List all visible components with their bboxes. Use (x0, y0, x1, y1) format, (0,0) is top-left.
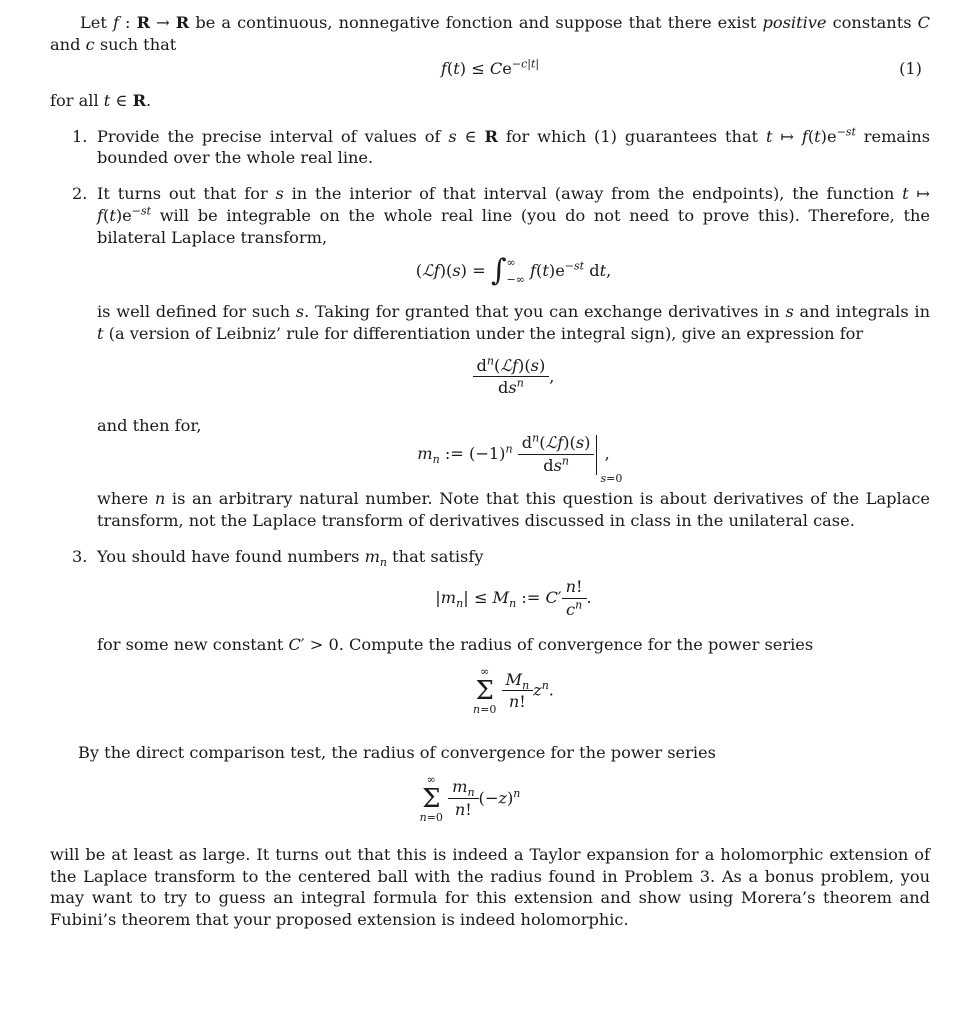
document-page (50, 12, 930, 931)
outro-intro: By the direct comparison test, the radius of convergence for the power series (78, 742, 716, 762)
problem-number: 2. (72, 184, 88, 204)
equation-1: $f(t) \le Ce^{-c|t|}$ (1) (440, 57, 922, 78)
intro-for-all: for all t ∈ R. (50, 90, 152, 110)
derivative-equation: $\frac{d^n(ℒf)(s)}{ds^n}$ , (97, 355, 930, 411)
problem-1: 1. Provide the precise interval of values of s ∈ R for which (1) guarantees that t ↦ $f(t)e^{-st}$ remains bounded over the whole real line. (72, 125, 930, 168)
intro-paragraph: Let f : R → R be a continuous, nonnegative fonction and suppose that there exist positive constants C and c such that (50, 13, 930, 54)
equation-number: (1) (899, 58, 922, 78)
problem-number: 1. (72, 126, 88, 146)
moment-equation: $m_n$ := $(-1)^n$ $\frac{d^n(ℒf)(s)}{ds^n}$ s=0 , (417, 432, 623, 485)
laplace-equation: (ℒf)(s) = ∫ ∞ −∞ $f(t)e^{-st}$ dt, (415, 252, 612, 288)
bound-equation: $|m_n| \le M_n$ := C′ $\frac{n!}{c^n}$ . (435, 577, 592, 619)
problem-2: 2. It turns out that for s in the interior of that interval (away from the endpoints), the function t ↦ $f(t)e^{-st}$ will be integrable on the whole real line (you do not need to prove this). Therefore, the bilateral Laplace transform, (ℒf)(s) = ∫ ∞ −∞ $f(t)e^{-st}$ dt, is well defined for such s. Taking for granted that you can exchange derivatives in s and integrals in t (a version of Leibniz’ rule for differentiation under the integral sign), give an expression for $\frac{d^n(ℒf)(s)}{ds^n}$ , and then for, $m_n$ := $(-1)^n$ $\frac{d^n(ℒf)(s)}{ds^n}$ s=0 , where n is an arbitrary natural number. Note that this question is about derivatives of the Laplace transform, not the Laplace transform of derivatives discussed in class in the unilateral case. (72, 184, 930, 531)
series-equation-2: ∞ Σ n=0 $\frac{m_n}{n!}$ $(-z)^n$ (419, 772, 521, 824)
problem-list (72, 126, 930, 726)
problem-number: 3. (72, 547, 88, 567)
problem-3: 3. You should have found numbers $m_n$ that satisfy $|m_n| \le M_n$ := C′ $\frac{n!}{c^n}$ . for some new constant C′ > 0. Compute the radius of convergence for the power series ∞ Σ n=0 $\frac{M_n}{n!}$ $z^n$. (72, 546, 930, 726)
series-equation: ∞ Σ n=0 $\frac{M_n}{n!}$ $z^n$. (473, 664, 554, 716)
outro-paragraph: will be at least as large. It turns out that this is indeed a Taylor expansion for a holomorphic extension of the Laplace transform to the centered ball with the radius found in Problem 3. As a bonus problem, you may want to try to guess an integral formula for this extension and show using Morera’s theorem and Fubini’s theorem that your proposed extension is indeed holomorphic. (50, 844, 930, 930)
